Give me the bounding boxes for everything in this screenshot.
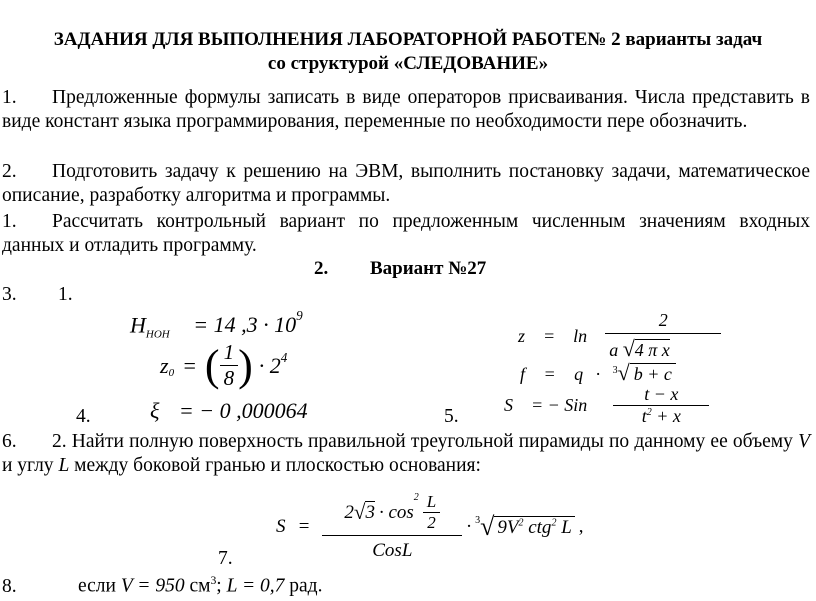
formula-xi <box>150 398 308 424</box>
formula-z0-tail: · 2 <box>258 352 281 378</box>
formula-7-inner-den: 2 <box>427 513 436 532</box>
item-8-t1: если <box>78 575 121 597</box>
formula-7-rad-c: L <box>561 516 572 538</box>
label-4: 4. <box>76 406 91 427</box>
formula-7-den: CosL <box>372 540 413 561</box>
item-6-text-c: между боковой гранью и плоскостью основания: <box>69 455 481 476</box>
title-line-2: со структурой «СЛЕДОВАНИЕ» <box>267 53 549 74</box>
variant-number: 2. <box>314 258 329 279</box>
formula-f-q: q <box>574 364 584 384</box>
formula-7-rad-b: ctg <box>528 516 552 538</box>
formula-h-rhs: = 14 ,3 · 10 <box>193 312 297 338</box>
formula-s-num: t − x <box>613 384 709 406</box>
formula-f-lhs: f <box>520 364 526 384</box>
formula-s-den-t: t <box>641 406 647 426</box>
item-3 <box>2 284 73 306</box>
item-8-v: V <box>120 575 133 597</box>
formula-z-fraction <box>605 310 721 362</box>
formula-7-lhs: S <box>276 516 286 537</box>
item-6-number: 6. <box>2 431 17 452</box>
formula-f-rad: b + c <box>630 363 676 384</box>
item-6-text-b: и углу <box>2 455 59 476</box>
instruction-3-number: 1. <box>2 211 17 232</box>
instruction-1 <box>2 86 810 134</box>
label-7: 7. <box>218 548 233 569</box>
item-8-t6: рад. <box>284 575 323 597</box>
item-8-number: 8. <box>2 575 17 597</box>
title-line-1: ЗАДАНИЯ ДЛЯ ВЫПОЛНЕНИЯ ЛАБОРАТОРНОЙ РАБОТЕ№ 2 варианты задач <box>53 29 763 50</box>
formula-f-dot: · <box>595 364 601 384</box>
item-8-t5: = 0,7 <box>237 575 285 597</box>
instruction-1-number: 1. <box>2 87 17 108</box>
formula-7-num-cos: · cos <box>378 501 414 523</box>
formula-z0-rparen: ) <box>238 340 253 390</box>
cube-root-icon-2: √ <box>480 512 495 541</box>
formula-z-eq: = <box>543 325 556 346</box>
formula-7 <box>276 488 584 566</box>
formula-7-num-exp: 2 <box>413 492 419 503</box>
formula-7-inner-fraction <box>423 492 440 533</box>
item-6-text-a: 2. Найти полную поверхность правильной треугольной пирамиды по данному ее объему <box>52 431 799 452</box>
formula-f <box>520 360 676 386</box>
formula-xi-lhs: ξ <box>150 398 160 423</box>
formula-xi-rhs: = − 0 ,000064 <box>178 398 308 423</box>
formula-7-num <box>322 492 462 536</box>
formula-h <box>130 308 303 341</box>
formula-s-den-tail: + x <box>656 406 681 426</box>
sqrt-icon-2: √ <box>353 500 366 524</box>
formula-z-ln: ln <box>573 325 588 346</box>
formula-z-den-rad: 4 π x <box>634 340 670 360</box>
formula-7-radicand <box>494 516 574 539</box>
formula-z0-lhs: z <box>160 352 169 378</box>
variant-label: Вариант №27 <box>370 258 487 279</box>
formula-z0-lparen: ( <box>204 340 220 390</box>
formula-7-inner-num: L <box>423 492 440 513</box>
formula-7-dot: · <box>466 516 472 537</box>
formula-z <box>518 310 721 362</box>
item-8-l: L <box>226 575 238 597</box>
formula-s-fraction <box>613 384 709 427</box>
formula-7-comma: , <box>578 516 584 537</box>
sqrt-icon: √ <box>622 336 635 361</box>
item-8 <box>2 574 322 598</box>
formula-7-rad-exp1: 2 <box>518 517 524 529</box>
instruction-2-number: 2. <box>2 161 17 182</box>
instruction-3-text: Рассчитать контрольный вариант по предложенным численным значениям входных данных и отладить программу. <box>2 211 810 256</box>
formula-z0-exp: 4 <box>280 349 288 365</box>
instruction-3 <box>2 210 810 258</box>
instruction-2-text: Подготовить задачу к решению на ЭВМ, выполнить постановку задачи, математическое описание, разработку алгоритма и программы. <box>2 161 810 206</box>
formula-z-den-a: a <box>609 340 619 360</box>
formula-s-den <box>613 406 709 427</box>
formula-7-rad-exp2: 2 <box>551 517 557 529</box>
item-6-var-v: V <box>798 431 810 452</box>
formula-s-eq: = − Sin <box>531 395 588 415</box>
formula-h-sub: НОН <box>145 328 170 341</box>
formula-z0-sub: 0 <box>168 366 175 379</box>
formula-z0-eq: = <box>182 352 197 378</box>
formula-7-rad-a: 9V <box>497 516 519 538</box>
formula-s-den-exp: 2 <box>646 407 652 418</box>
formula-z-num: 2 <box>605 310 721 334</box>
page-title <box>0 28 816 52</box>
formula-s-lhs: S <box>504 395 513 415</box>
formula-z0-fraction <box>220 340 239 391</box>
formula-z-lhs: z <box>518 325 526 346</box>
formula-z-den <box>605 334 721 362</box>
item-8-t2: = 950 <box>132 575 185 597</box>
formula-f-root-index: 3 <box>612 365 618 376</box>
formula-f-eq: = <box>543 364 556 384</box>
formula-h-lhs: H <box>130 312 146 338</box>
formula-z0-den: 8 <box>223 366 235 390</box>
item-8-sup: 3 <box>210 574 217 587</box>
cube-root-icon: √ <box>617 360 630 385</box>
instruction-1-text: Предложенные формулы записать в виде операторов присваивания. Числа представить в виде констант языка программирования, переменные по необходимости пере обозначить. <box>2 87 810 132</box>
variant-heading <box>314 258 486 280</box>
label-5: 5. <box>444 406 459 427</box>
formula-7-num-a: 2 <box>344 501 354 523</box>
item-8-t3: см <box>184 575 211 597</box>
item-3-sub: 1. <box>58 284 73 305</box>
formula-z0 <box>160 340 287 391</box>
instruction-2 <box>2 160 810 208</box>
page-subtitle <box>0 52 816 76</box>
formula-7-num-rad: 3 <box>365 502 375 523</box>
formula-7-root-index: 3 <box>475 514 481 526</box>
formula-h-exp: 9 <box>296 308 303 323</box>
formula-7-fraction <box>322 492 462 562</box>
formula-s <box>504 384 709 427</box>
formula-7-eq: = <box>297 516 311 537</box>
item-6 <box>2 430 810 478</box>
item-8-t4: ; <box>216 575 227 597</box>
formula-z0-num: 1 <box>220 340 239 366</box>
item-3-number: 3. <box>2 284 17 305</box>
item-6-var-l: L <box>58 455 70 476</box>
